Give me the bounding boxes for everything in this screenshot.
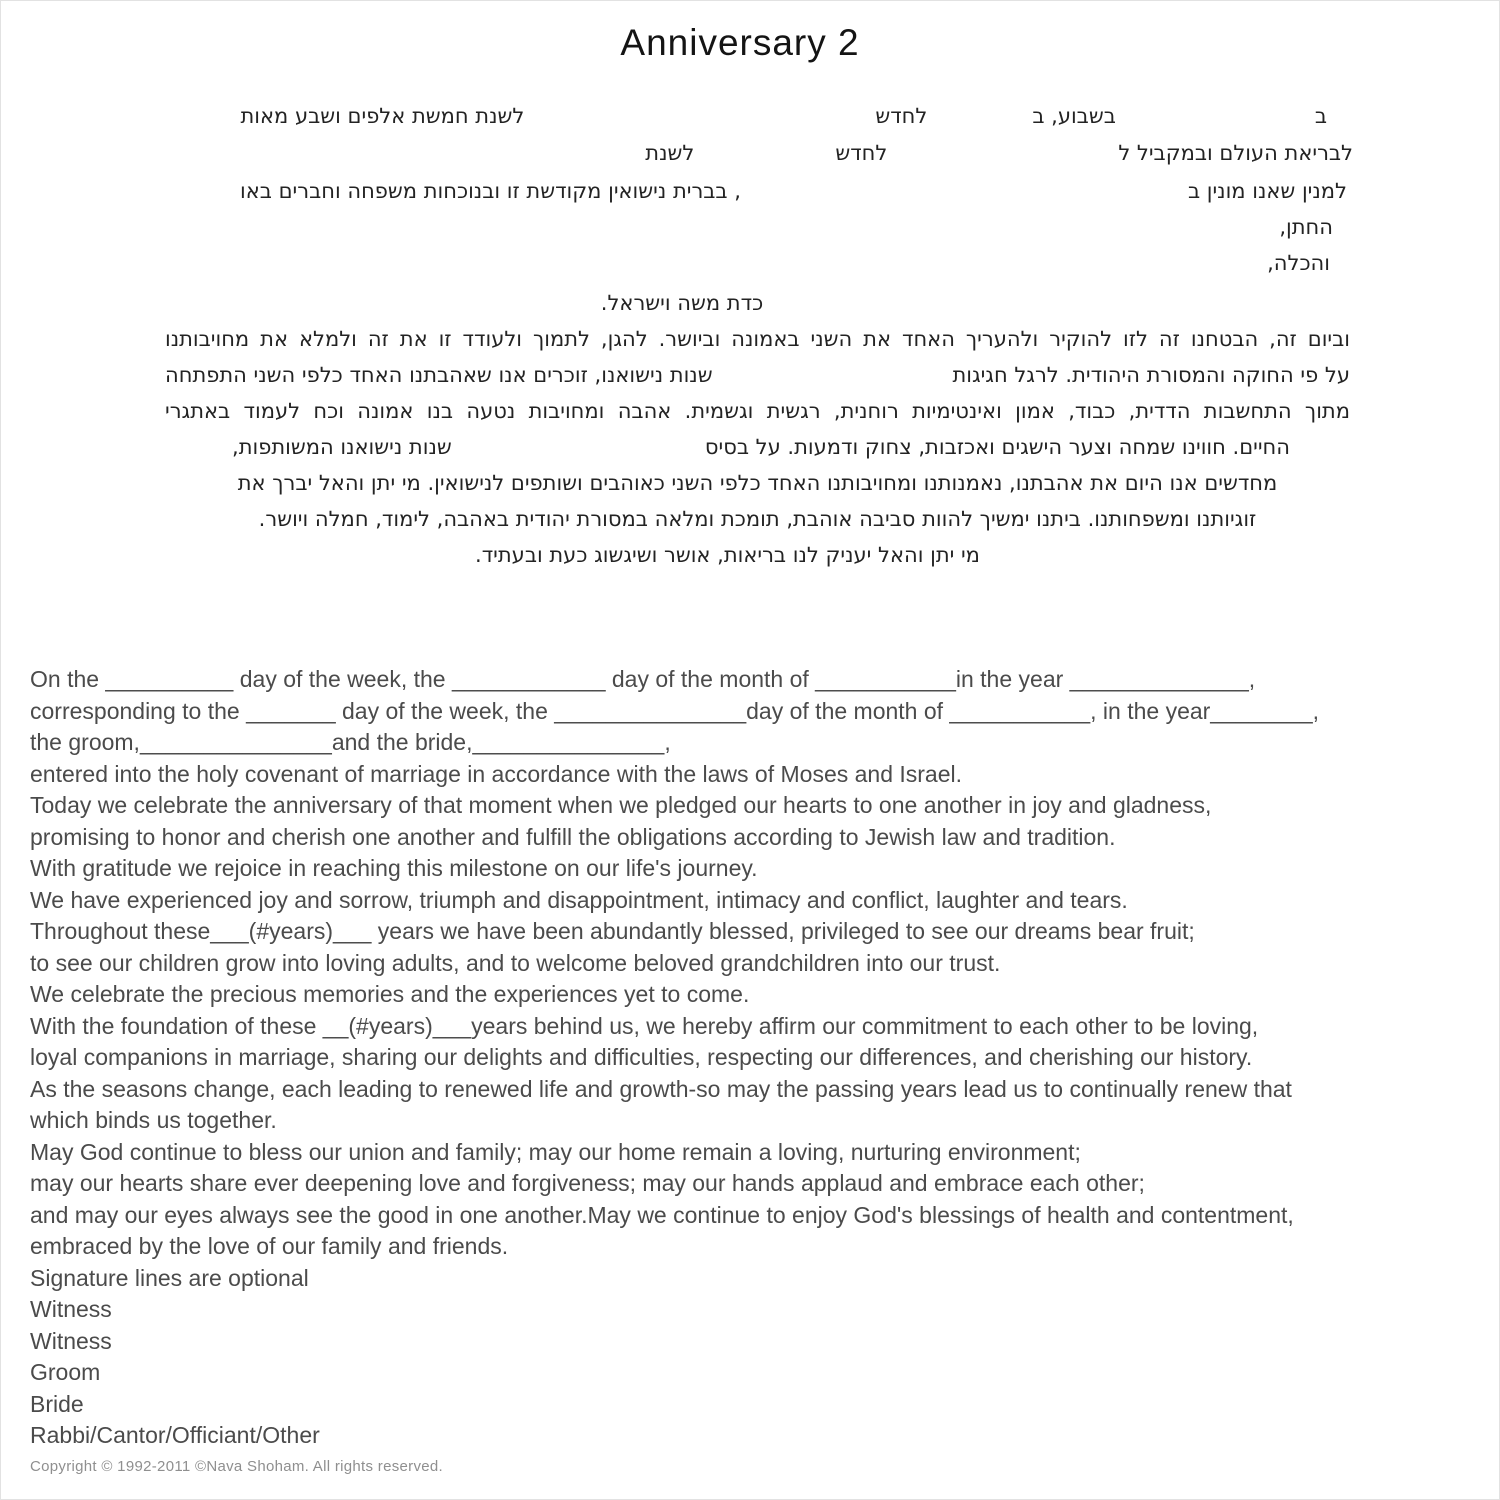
hebrew-text-segment: לחדש	[875, 104, 928, 128]
hebrew-text-segment: לבריאת העולם ובמקביל ל	[1118, 141, 1353, 165]
hebrew-paragraph-line-6: זוגיותנו ומשפחותנו. ביתנו ימשיך להוות סביבה אוהבת, תומכת ומלאה במסורת יהודית באהבה, לימוד, חמלה ויושר.	[258, 507, 1257, 531]
english-date-line-2: corresponding to the _______ day of the week, the _______________day of the month of ___________, in the year________,	[30, 697, 1320, 724]
english-line: Today we celebrate the anniversary of that moment when we pledged our hearts to one another in joy and gladness,	[30, 792, 1212, 818]
signature-label-witness-1: Witness	[30, 1296, 112, 1322]
hebrew-text-segment: שנות נישואנו, זוכרים אנו שאהבתנו האחד כלפי השני התפתחה	[165, 363, 713, 387]
hebrew-law-line: כדת משה וישראל.	[600, 291, 764, 315]
hebrew-text-segment: בשבוע, ב	[1032, 104, 1116, 128]
hebrew-text-segment: לשנת חמשת אלפים ושבע מאות	[240, 104, 525, 128]
document-title: Anniversary 2	[620, 22, 860, 63]
english-line: We have experienced joy and sorrow, triumph and disappointment, intimacy and conflict, laughter and tears.	[30, 886, 1128, 913]
hebrew-groom-label: החתן,	[1279, 215, 1333, 239]
hebrew-bride-label: והכלה,	[1267, 251, 1330, 275]
english-line: to see our children grow into loving adults, and to welcome beloved grandchildren into our trust.	[30, 949, 1001, 976]
hebrew-text-segment: לשנת	[645, 141, 695, 165]
english-date-line-1: On the __________ day of the week, the ____________ day of the month of ___________in the year ______________,	[30, 666, 1256, 692]
hebrew-paragraph-line-3: מתוך התחשבות הדדית, כבוד, אמון ואינטימיות רוחנית, רגשית וגשמית. אהבה ומחויבות נטעה בנו אמונה וכח לעמוד באתגרי	[165, 399, 1350, 423]
english-years-line: With the foundation of these __(#years)___years behind us, we hereby affirm our commitment to each other to be loving,	[30, 1012, 1259, 1039]
english-text-section	[30, 664, 1490, 1452]
english-line: which binds us together.	[30, 1107, 277, 1133]
english-line: may our hearts share ever deepening love and forgiveness; may our hands applaud and embrace each other;	[30, 1170, 1145, 1196]
english-line: loyal companions in marriage, sharing our delights and difficulties, respecting our differences, and cherishing our history.	[30, 1044, 1253, 1070]
english-years-line: Throughout these___(#years)___ years we have been abundantly blessed, privileged to see our dreams bear fruit;	[30, 918, 1195, 944]
english-line: entered into the holy covenant of marriage in accordance with the laws of Moses and Israel.	[30, 760, 963, 787]
signature-note-line: Signature lines are optional	[30, 1264, 309, 1291]
english-line: May God continue to bless our union and family; may our home remain a loving, nurturing environment;	[30, 1138, 1081, 1165]
hebrew-text-segment: למנין שאנו מונין ב	[1187, 179, 1347, 203]
hebrew-text-segment: שנות נישואנו המשותפות,	[232, 435, 452, 459]
hebrew-text-segment: , בברית נישואין מקודשת זו ובנוכחות משפחה וחברים באו	[240, 179, 741, 203]
hebrew-paragraph-line-5: מחדשים אנו היום את אהבתנו, נאמנותנו ומחויבותנו האחד כלפי השני כאוהבים ושותפים לנישואין. מי יתן והאל יברך את	[237, 471, 1278, 495]
fill-in-blank-civil-month	[694, 159, 835, 160]
hebrew-text-segment: על פי החוקה והמסורת היהודית. לרגל חגיגות	[952, 363, 1350, 387]
english-line: With gratitude we rejoice in reaching this milestone on our life's journey.	[30, 855, 758, 881]
fill-in-blank-civil-day	[887, 159, 1118, 160]
hebrew-paragraph-line-4	[232, 435, 1290, 459]
fill-in-blank-place	[741, 197, 1188, 198]
english-line: We celebrate the precious memories and the experiences yet to come.	[30, 981, 750, 1007]
hebrew-paragraph-line-1: וביום זה, הבטחנו זה לזו להוקיר ולהעריך האחד את השני באמונה וביושר. להגן, לתמוך ולעודד זו את זה ולמלא את מחויבותנו	[165, 327, 1350, 351]
english-line: promising to honor and cherish one another and fulfill the obligations according to Jewish law and tradition.	[30, 823, 1116, 850]
fill-in-blank-month	[524, 122, 875, 123]
hebrew-text-segment: לחדש	[835, 141, 888, 165]
signature-label-officiant: Rabbi/Cantor/Officiant/Other	[30, 1422, 320, 1448]
hebrew-paragraph-line-2	[165, 363, 1350, 387]
english-line: embraced by the love of our family and friends.	[30, 1233, 509, 1259]
signature-label-witness-2: Witness	[30, 1327, 112, 1354]
english-line: As the seasons change, each leading to renewed life and growth-so may the passing years lead us to continually renew that	[30, 1075, 1292, 1102]
hebrew-text-segment: ב	[1314, 104, 1327, 128]
signature-label-groom: Groom	[30, 1359, 101, 1385]
signature-label-bride: Bride	[30, 1390, 84, 1417]
copyright-notice: Copyright © 1992-2011 ©Nava Shoham. All rights reserved.	[30, 1458, 443, 1475]
hebrew-place-line	[240, 179, 1347, 203]
hebrew-date-line-2	[645, 141, 1353, 165]
english-line: and may our eyes always see the good in one another.May we continue to enjoy God's blessings of health and contentment,	[30, 1201, 1294, 1228]
english-names-line: the groom,_______________and the bride,_______________,	[30, 729, 671, 755]
hebrew-date-line-1	[241, 104, 1328, 128]
fill-in-blank-day-of-week	[1116, 122, 1315, 123]
fill-in-blank-day-of-month	[927, 122, 1032, 123]
hebrew-text-segment: החיים. חווינו שמחה וצער הישגים ואכזבות, צחוק ודמעות. על בסיס	[704, 435, 1290, 459]
hebrew-paragraph-line-7: מי יתן והאל יעניק לנו בריאות, אושר ושיגשוג כעת ובעתיד.	[475, 543, 980, 567]
